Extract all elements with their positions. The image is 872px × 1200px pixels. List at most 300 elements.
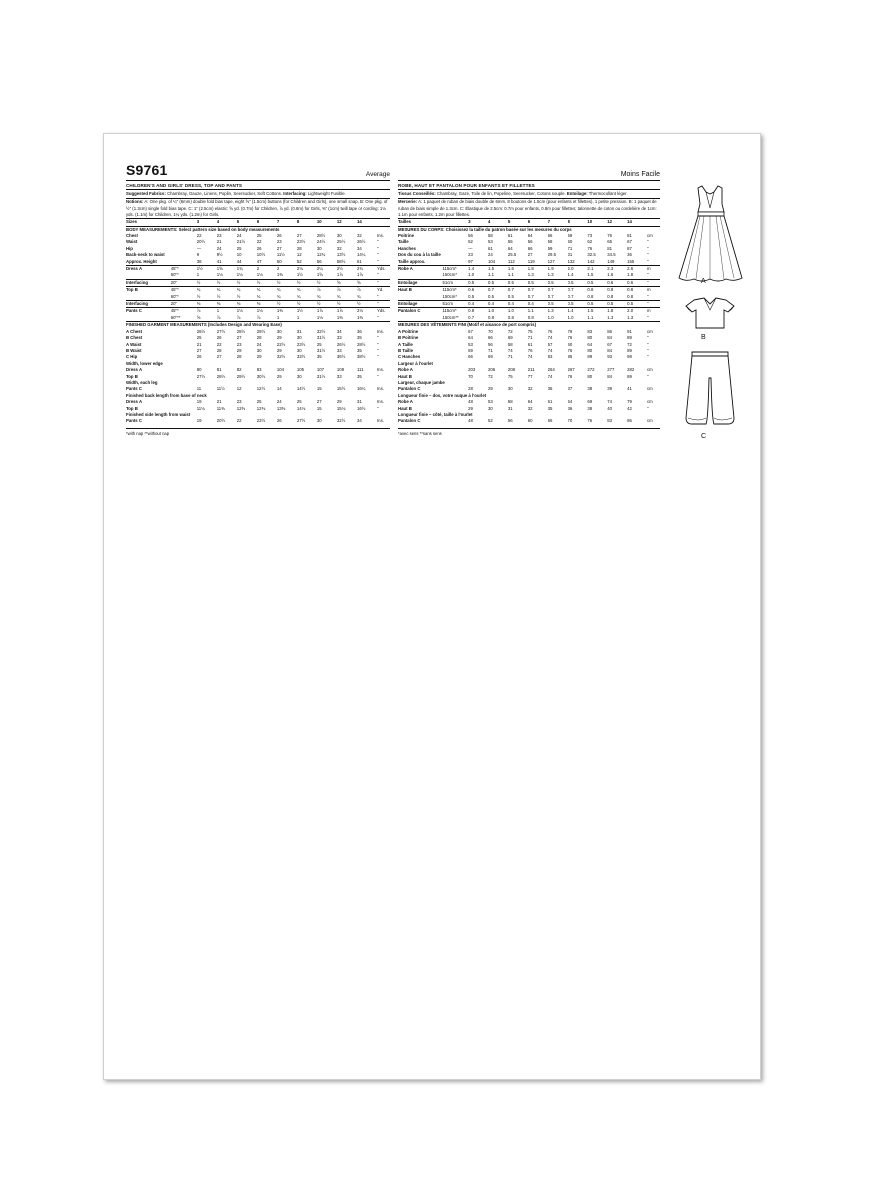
value-cell: 64 [468,335,473,341]
value-cell: 2 [276,266,280,272]
value-cell: 83 [547,354,553,360]
value-cell: 56 [527,239,533,245]
value-cell: 0.5 [568,279,588,286]
sizes-label: Sizes [126,219,171,226]
row-label: Hanches [398,245,416,251]
row-label: Hip [126,245,133,251]
value-cell: 149 [607,259,627,266]
size-cell: 3 [197,219,217,226]
value-cell: 1.6 [607,272,627,279]
value-cell: 76 [587,245,593,251]
value-cell: 41 [627,386,632,392]
english-column [126,164,390,436]
unit-cell: " [647,341,649,347]
unit-cell: " [647,294,660,301]
value-cell: 155 [627,259,647,266]
value-cell: 2.3 [607,266,614,272]
value-cell: 32½ [336,418,346,424]
row-sublabel [442,259,468,266]
value-cell: 1⅝ [317,272,337,279]
value-cell: ⅞ [356,287,361,293]
value-cell: 64 [567,399,573,405]
size-cell: 3 [468,219,488,226]
row-label: Pants C [126,418,142,424]
value-cell: 80 [587,347,593,353]
row-label: Pantalon C [398,386,421,392]
value-cell: 0.5 [468,279,488,286]
value-cell: 64 [587,341,593,347]
value-cell: 32 [336,245,342,251]
value-cell: 76 [547,328,553,334]
value-cell: 0.5 [607,301,627,308]
unit-cell: m [647,308,651,314]
value-cell: 36 [356,328,362,334]
unit-cell: " [647,354,649,360]
value-cell: 37 [567,386,573,392]
value-cell: 61 [488,245,493,251]
value-cell: 76 [567,335,573,341]
fabrics-label-fr: Tissus Conseillés: [398,190,436,196]
value-cell: 60 [567,239,573,245]
size-cell: 4 [488,219,508,226]
body-measurements-heading: MESURES DU CORPS: Choisissez la taille du patron basée sur les mesures du corps [398,226,660,233]
value-cell: 28½ [236,328,246,334]
value-cell: 57 [547,341,553,347]
value-cell: 41 [217,259,237,266]
unit-cell: cm [647,367,653,373]
value-cell: 24 [216,245,222,251]
value-cell: 67 [627,239,632,245]
value-cell: 1⅜ [277,272,297,279]
value-cell: 12⅜ [236,405,246,411]
row-label: Top B [126,287,138,293]
row-label [398,315,442,322]
value-cell: 38½ [356,354,366,360]
value-cell: 32 [356,233,362,238]
value-cell: 0.4 [488,301,508,308]
value-cell: 1⅛ [236,308,243,314]
value-cell: 58½ [337,259,357,266]
value-cell: 83 [256,367,262,373]
value-cell: 91 [627,328,632,334]
notions-text-fr: A: 1 paquet de ruban de biais double de 6mm, 8 boutons de 1.5cm (pour enfants et fillettes), 1 petite pression. B: 1 paquet de ruban de biais simple de 1.3cm. C: Élastique de 2.5cm: 0.7m pour enfants, 0.8m pour fillettes; talonnette de coton ou cordelière de 1cm: 1.1m pour enfants, 1.2m pour fillettes. [398,199,657,217]
value-cell: 1.0 [548,315,568,322]
value-cell: 30 [296,373,302,379]
value-cell: 28½ [316,233,326,238]
unit-cell: Ins. [376,386,384,392]
value-cell: ½ [317,301,337,308]
value-cell: 25 [256,399,262,405]
value-cell: 1 [277,315,297,322]
row-label: Robe A [398,399,413,405]
value-cell: 36½ [336,354,346,360]
value-cell: 29 [236,347,242,353]
value-cell: 80 [587,335,593,341]
value-cell: 0.6 [607,279,627,286]
table-row [126,301,390,308]
value-cell: 105 [296,367,305,373]
value-cell: 2⅛ [356,308,363,314]
value-cell: 1⅜ [276,308,283,314]
value-cell: 83 [607,418,613,424]
value-cell: 30 [276,328,282,334]
size-cell: 14 [627,219,647,226]
value-cell: 58 [507,399,513,405]
footnote: *with nap **without nap [126,428,390,436]
value-cell: ⅝ [197,315,217,322]
value-cell: ½ [317,279,337,286]
value-cell: 66 [547,418,553,424]
value-cell: 26½ [196,328,206,334]
row-sublabel [171,259,197,266]
value-cell: 1.1 [527,308,534,314]
value-cell: 1⅛ [237,272,257,279]
value-cell: 74 [507,347,513,353]
value-cell: 22 [216,341,222,347]
unit-cell: " [376,239,379,245]
value-cell: 60 [567,341,573,347]
value-cell: 14⅛ [296,405,306,411]
value-cell: 32.5 [587,252,596,258]
value-cell: 14½ [296,386,306,392]
value-cell: 0.7 [488,287,495,293]
value-cell: 15½ [336,386,346,392]
value-cell: 12 [296,252,302,258]
value-cell: 1.3 [607,315,627,322]
value-cell: ⅞ [196,308,201,314]
value-cell: 70 [567,418,573,424]
row-label: A Taille [398,341,413,347]
sizes-label: Tailles [398,219,442,226]
pattern-sheet [103,133,761,1080]
value-cell: 11⅛ [196,405,205,411]
value-cell: 30 [256,347,262,353]
finished-measurements-heading: MESURES DES VÊTEMENTS FINI (Motif et aisance de port compris) [398,322,660,329]
value-cell: 74 [547,373,553,379]
value-cell: 1½ [296,308,303,314]
value-cell: 58 [507,341,513,347]
value-cell: 0.4 [528,301,548,308]
row-label: Entoilage [398,279,442,286]
value-cell: ⅞ [237,315,257,322]
value-cell: 9½ [216,252,223,258]
value-cell: 19 [196,418,202,424]
value-cell: 0.7 [528,294,548,301]
value-cell: 64 [527,233,533,238]
value-cell: 0.6 [627,279,647,286]
value-cell: 25 [196,335,202,341]
value-cell: ⅜ [257,301,277,308]
value-cell: 0.5 [548,279,568,286]
value-cell: 35 [356,373,362,379]
value-cell: 77 [527,373,533,379]
value-cell: 2.0 [627,308,634,314]
value-cell: 79 [567,328,573,334]
value-cell: 1.3 [627,315,647,322]
value-cell: 69 [488,354,493,360]
value-cell: 27 [236,335,242,341]
unit-cell: " [647,239,649,245]
value-cell: 30 [336,233,342,238]
value-cell: 2.6 [627,266,634,272]
row-label: Dress A [126,399,143,405]
spacer-cell [377,219,390,226]
section-heading-row [126,226,390,233]
interfacing-label: Interfacing: [282,190,307,196]
value-cell: 107 [316,367,325,373]
value-cell: 1.6 [507,266,514,272]
value-cell: ⅝ [337,279,357,286]
table-row [126,272,390,279]
value-cell: ¾ [236,287,241,293]
value-cell: 20½ [216,418,226,424]
value-cell: 85 [567,354,573,360]
row-label: Approx. Height [126,259,171,266]
value-cell: 71 [488,347,493,353]
value-cell: 71 [507,354,513,360]
spacer-cell [647,219,660,226]
table-row [126,266,390,273]
row-label: B Chest [126,335,143,341]
row-sublabel: 45"* [170,308,179,314]
value-cell: 1.5 [587,308,594,314]
value-cell: 84 [607,335,613,341]
value-cell: 0.6 [468,287,475,293]
value-cell: 23½ [296,239,306,245]
value-cell: 27½ [296,418,306,424]
value-cell: 25 [236,245,242,251]
value-cell: 1¾ [236,266,243,272]
value-cell: 28 [256,335,262,341]
value-cell: 28½ [216,373,226,379]
top-b-illustration [676,294,744,334]
unit-cell: Ins. [376,328,384,334]
value-cell: 21½ [236,239,246,245]
row-sublabel: 115cm* [442,308,457,314]
value-cell: 11 [196,386,202,392]
french-column [398,164,660,436]
value-cell: ⅞ [336,287,341,293]
row-sublabel: 51cm [442,301,468,308]
value-cell: 56 [317,259,337,266]
value-cell: 10 [236,252,242,258]
fabrics-text-fr: Chambray, Gaze, Toile de lin, Popeline, Seersucker, Cotons souple. [435,190,566,196]
value-cell: 27 [276,245,282,251]
value-cell: 62 [587,239,593,245]
value-cell: 81 [216,367,222,373]
value-cell: 55 [507,239,513,245]
section-heading-row [398,226,660,233]
spacer-cell [171,219,197,226]
row-label: Top B [126,373,138,379]
value-cell: 44 [237,259,257,266]
pattern-title: CHILDREN'S AND GIRLS' DRESS, TOP AND PANTS [126,183,243,188]
value-cell: 74 [547,347,553,353]
unit-cell: m [647,287,651,293]
value-cell: 35 [316,354,322,360]
unit-cell: Yds. [376,308,386,314]
value-cell: 29.5 [547,252,557,258]
unit-cell: " [647,405,649,411]
value-cell: 64 [527,399,533,405]
row-label: Robe A [398,266,413,272]
unit-cell: " [647,373,649,379]
value-cell: ½ [277,301,297,308]
value-cell: 211 [527,367,535,373]
value-cell: 11½ [216,386,225,392]
value-cell: 48 [468,399,473,405]
value-cell: 1.3 [547,308,554,314]
value-cell: ⅞ [217,315,237,322]
table-row [398,259,660,266]
row-label [398,294,442,301]
row-sublabel: 60"** [171,315,197,322]
value-cell: 0.5 [627,301,647,308]
row-label: Waist [126,239,138,245]
row-label: Haut B [398,405,412,411]
value-cell: 24½ [316,239,326,245]
value-cell: 1.4 [567,308,574,314]
value-cell: 52 [488,418,493,424]
value-cell: ¾ [277,294,297,301]
value-cell: 1.0 [488,308,495,314]
unit-cell: Ins. [376,418,384,424]
value-cell: 97 [468,259,488,266]
value-cell: — [468,245,473,251]
row-label [126,294,171,301]
value-cell: 1⅝ [216,266,223,272]
interfacing-text: Lightweight Fusible. [306,190,346,196]
row-label: Entoilage [398,301,442,308]
unit-cell: " [376,245,379,251]
value-cell: 0.5 [587,301,607,308]
value-cell: 12⅜ [256,405,266,411]
subheading: Largeur à l'ourlet [398,360,433,366]
value-cell: 0.5 [568,301,588,308]
value-cell: ½ [217,279,237,286]
finished-measurements-heading: FINISHED GARMENT MEASUREMENTS (Includes Design and Wearing Ease) [126,322,390,329]
value-cell: 76 [587,418,593,424]
value-cell: 66 [527,245,533,251]
value-cell: ½ [197,279,217,286]
dress-a-illustration [676,182,744,290]
value-cell: 127 [548,259,568,266]
measurement-table-fr [398,218,660,425]
value-cell: 73 [587,233,593,238]
value-cell: 132 [568,259,588,266]
value-cell: 2¼ [316,266,323,272]
value-cell: 0.7 [547,287,554,293]
value-cell: 35 [356,347,362,353]
value-cell: 30 [316,418,322,424]
value-cell: 74 [607,399,613,405]
value-cell: 0.5 [528,279,548,286]
value-cell: ⅜ [237,301,257,308]
value-cell: ¾ [216,287,221,293]
value-cell: 69 [567,233,573,238]
row-label: Pants C [126,308,142,314]
fabrics-paragraph [126,189,390,197]
unit-cell: " [376,335,379,341]
row-label [126,315,171,322]
value-cell: 53 [488,399,493,405]
value-cell: 1⅞ [337,272,357,279]
value-cell: ½ [357,301,377,308]
value-cell: 34 [356,245,362,251]
value-cell: 25 [296,399,302,405]
row-sublabel: 60"* [171,272,197,279]
row-label: Interfacing [126,301,171,308]
value-cell: 76 [567,373,573,379]
value-cell: 0.8 [468,308,475,314]
value-cell: 70 [468,373,473,379]
unit-cell: cm [647,399,653,405]
value-cell: 34 [356,418,362,424]
value-cell: 142 [587,259,607,266]
value-cell: 21 [196,341,202,347]
row-label: Poitrine [398,233,414,238]
row-sublabel: 51cm [442,279,468,286]
value-cell: 82 [236,367,242,373]
value-cell: 70 [488,328,493,334]
value-cell: 30 [296,347,302,353]
value-cell: 23½ [296,341,306,347]
value-cell: 31½ [316,347,326,353]
size-cell: 5 [237,219,257,226]
value-cell: 28 [468,386,473,392]
unit-cell: " [376,252,379,258]
value-cell: 21 [216,239,222,245]
row-label: Dress A [126,266,143,272]
view-b-label: B [701,334,706,341]
value-cell: 2 [256,266,260,272]
value-cell: 13½ [336,252,346,258]
table-row [126,294,390,301]
value-cell: 39 [607,386,613,392]
subheading: Longueur finie – côté, taille à l'ourlet [398,411,473,417]
value-cell: 15 [316,405,322,411]
value-cell: 27 [527,252,533,258]
value-cell: 29 [276,347,282,353]
value-cell: 1.3 [548,272,568,279]
value-cell: 1 [216,308,220,314]
notions-label-fr: Mercerie: [398,199,418,205]
value-cell: 58 [547,239,553,245]
value-cell: 53 [488,239,493,245]
row-sublabel: 45"* [170,287,179,293]
value-cell: 0.7 [548,294,568,301]
value-cell: 36 [547,386,553,392]
value-cell: ¾ [296,287,301,293]
size-cell: 10 [587,219,607,226]
value-cell: 2⅛ [296,266,303,272]
value-cell: 31 [567,252,573,258]
value-cell: 1 [297,315,317,322]
view-c-label: C [701,433,707,440]
value-cell: 25.5 [507,252,517,258]
value-cell: 80 [587,373,593,379]
row-label: Pantalon C [398,308,421,314]
unit-cell: " [377,315,390,322]
value-cell: 20½ [196,239,206,245]
value-cell: 38 [587,405,593,411]
value-cell: ⅝ [357,279,377,286]
value-cell: 1.8 [627,272,647,279]
value-cell: 0.8 [587,287,594,293]
value-cell: — [196,245,201,251]
value-cell: 12½ [256,386,266,392]
value-cell: 23½ [256,418,266,424]
